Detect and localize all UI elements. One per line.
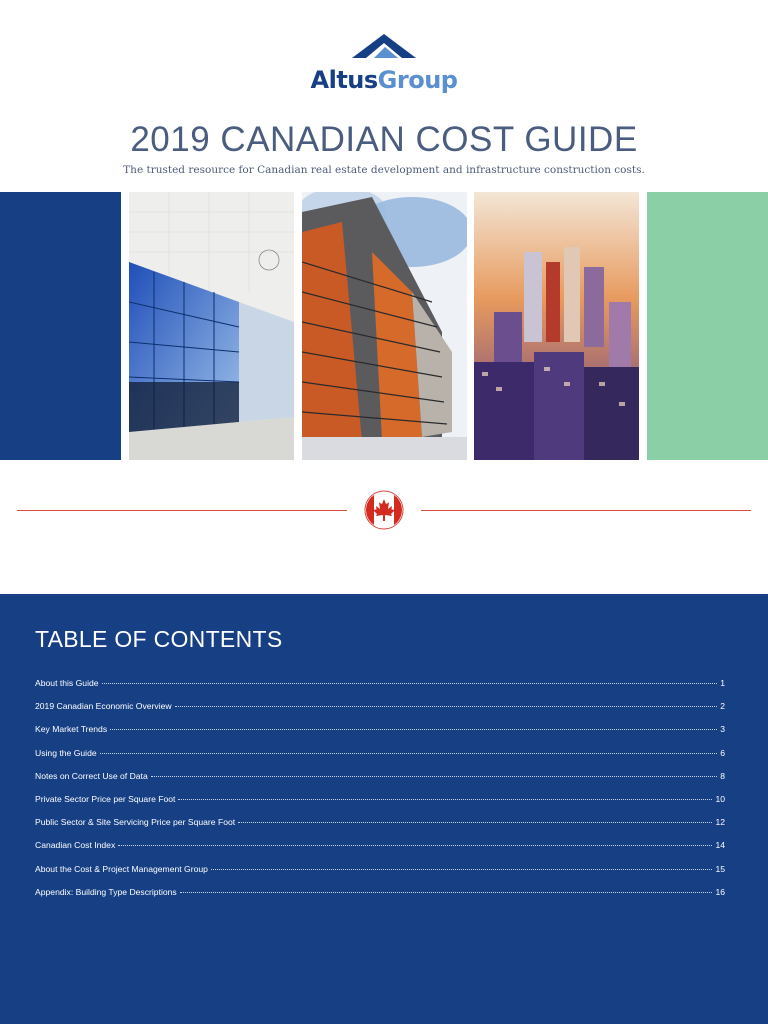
toc-item-page: 14: [715, 840, 725, 851]
toc-leader: [175, 706, 718, 707]
photo-glass-building: [129, 192, 294, 460]
page-subtitle: The trusted resource for Canadian real estate development and infrastructure construction costs.: [123, 164, 645, 176]
toc-item-label: Using the Guide: [35, 747, 97, 758]
photo-condo-tower: [302, 192, 467, 460]
brand-logo: [0, 34, 768, 98]
toc-item[interactable]: [35, 748, 725, 771]
toc-item-page: 12: [715, 817, 725, 828]
toc-item[interactable]: [35, 817, 725, 840]
toc-leader: [151, 776, 717, 777]
toc-item-page: 1: [720, 678, 725, 688]
table-of-contents: [0, 594, 768, 1024]
image-band: [0, 192, 768, 460]
toc-item-label: Public Sector & Site Servicing Price per Square Foot: [35, 817, 236, 828]
toc-item-label: Private Sector Price per Square Foot: [35, 793, 176, 804]
toc-item-label: Canadian Cost Index: [35, 840, 116, 851]
toc-item-page: 6: [720, 747, 725, 758]
divider-rule-left: [17, 510, 347, 511]
toc-item-label: About this Guide: [35, 678, 99, 688]
toc-item-page: 3: [720, 724, 725, 735]
toc-item[interactable]: [35, 724, 725, 747]
toc-leader: [180, 892, 713, 893]
divider-rule-right: [421, 510, 751, 511]
toc-item[interactable]: [35, 771, 725, 794]
toc-item[interactable]: [35, 678, 725, 701]
toc-item-label: 2019 Canadian Economic Overview: [35, 701, 172, 712]
toc-leader: [238, 822, 712, 823]
toc-item-page: 15: [715, 863, 725, 874]
band-left-block: [0, 192, 121, 460]
toc-title: TABLE OF CONTENTS: [35, 626, 283, 652]
band-right-block: [647, 192, 768, 460]
toc-leader: [211, 869, 713, 870]
brand-name-part2: Group: [377, 66, 458, 94]
toc-item[interactable]: [35, 887, 725, 910]
toc-leader: [110, 729, 717, 730]
maple-leaf-icon: [364, 490, 404, 530]
toc-item-label: Appendix: Building Type Descriptions: [35, 886, 177, 897]
toc-item-page: 10: [715, 793, 725, 804]
page-title: 2019 CANADIAN COST GUIDE: [130, 120, 638, 159]
photo-city-skyline: [474, 192, 639, 460]
toc-item-label: About the Cost & Project Management Group: [35, 863, 208, 874]
toc-item-page: 8: [720, 770, 725, 781]
triangle-logo-icon: [352, 34, 416, 60]
toc-leader: [118, 845, 712, 846]
toc-item[interactable]: [35, 701, 725, 724]
toc-item[interactable]: [35, 864, 725, 887]
toc-leader: [100, 753, 718, 754]
toc-leader: [102, 683, 718, 684]
brand-wordmark: [0, 66, 768, 94]
toc-item-label: Notes on Correct Use of Data: [35, 770, 148, 781]
toc-list: [35, 678, 725, 910]
toc-leader: [178, 799, 712, 800]
toc-item-page: 16: [715, 886, 725, 897]
toc-item-page: 2: [720, 701, 725, 712]
brand-name-part1: Altus: [310, 66, 378, 94]
toc-item[interactable]: [35, 840, 725, 863]
toc-item-label: Key Market Trends: [35, 724, 108, 735]
toc-item[interactable]: [35, 794, 725, 817]
